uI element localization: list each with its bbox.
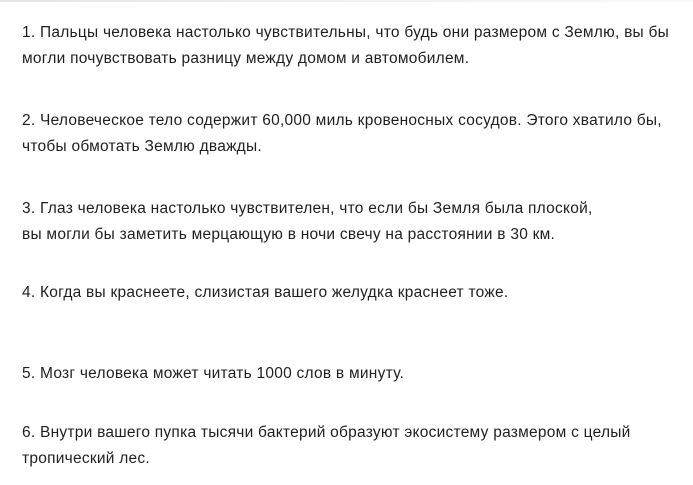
fact-3-line-2: вы могли бы заметить мерцающую в ночи свечу на расстоянии в 30 км. (22, 226, 556, 243)
fact-item-5 (22, 361, 671, 387)
fact-2-line-1: 2. Человеческое тело содержит 60,000 миль кровеносных сосудов. Этого хватило бы, (22, 112, 662, 129)
fact-item-4 (22, 280, 671, 306)
fact-item-2 (22, 108, 671, 160)
fact-3-line-1: 3. Глаз человека настолько чувствителен, что если бы Земля была плоской, (22, 200, 593, 217)
fact-item-1 (22, 20, 671, 72)
fact-1-line-2: могли почувствовать разницу между домом и автомобилем. (22, 50, 470, 67)
fact-6-line-1: 6. Внутри вашего пупка тысячи бактерий образуют экосистему размером с целый (22, 424, 631, 441)
fact-item-6 (22, 420, 671, 472)
fact-6-line-2: тропический лес. (22, 450, 150, 467)
fact-4-line-1: 4. Когда вы краснеете, слизистая вашего желудка краснеет тоже. (22, 284, 509, 301)
fact-1-line-1: 1. Пальцы человека настолько чувствительны, что будь они размером с Землю, вы бы (22, 24, 670, 41)
top-edge-artifact (0, 0, 693, 2)
fact-2-line-2: чтобы обмотать Землю дважды. (22, 138, 262, 155)
fact-item-3 (22, 196, 671, 248)
fact-5-line-1: 5. Мозг человека может читать 1000 слов в минуту. (22, 365, 405, 382)
